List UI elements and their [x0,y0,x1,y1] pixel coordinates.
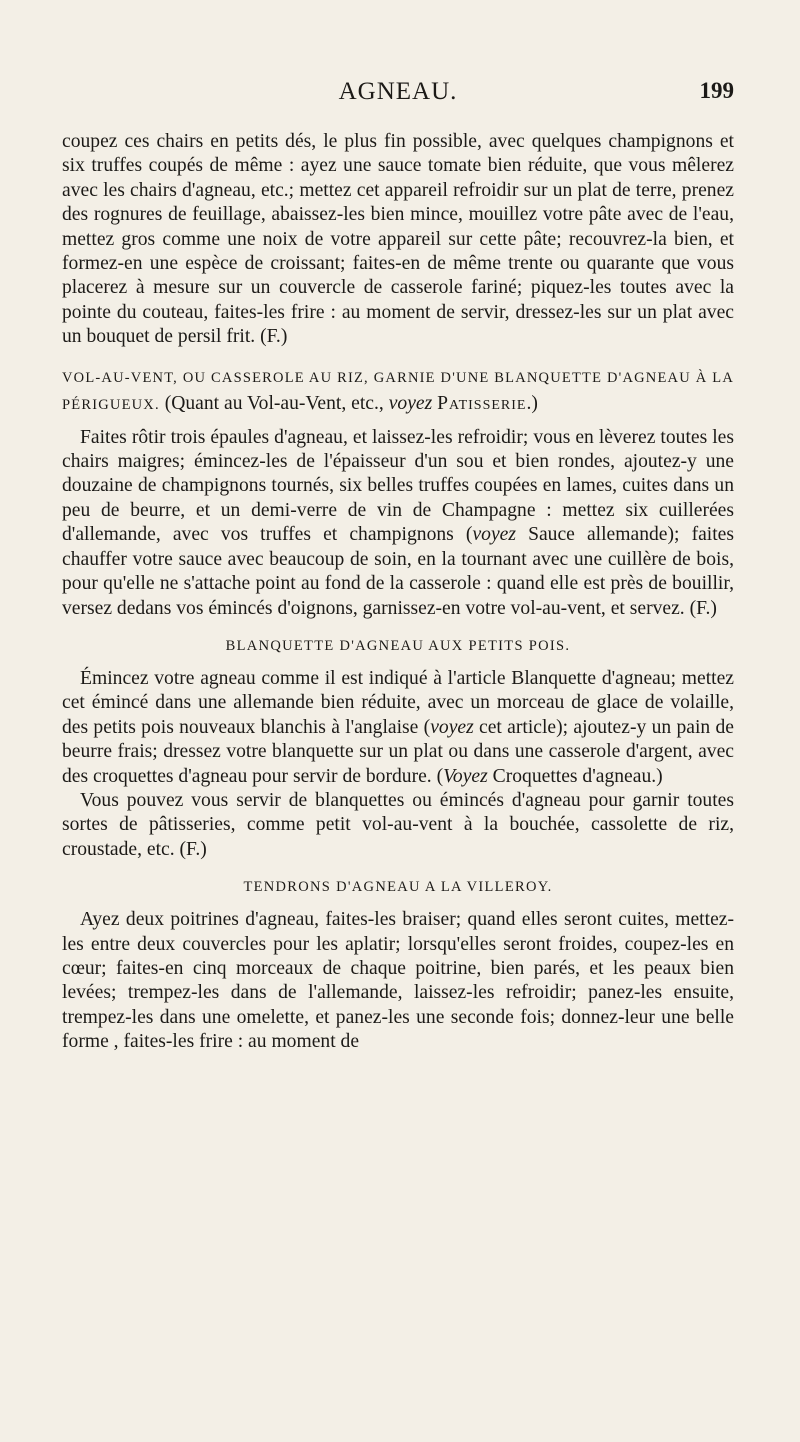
paragraph-blanquette [62,667,734,789]
paragraph-tendrons: Ayez deux poitrines d'agneau, faites-les braiser; quand elles seront cuites, mettez-les entre deux couvercles pour les aplatir; lorsqu'elles seront froides, coupez-les en cœur; faites-en cinq morceaux de chaque poitrine, bien parés, et les peaux bien levées; trempez-les dans de l'allemande, laissez-les refroidir; panez-les ensuite, trempez-les dans une omelette, et panez-les une seconde fois; donnez-leur une belle forme , faites-les frire : au moment de [62,909,734,1053]
paragraph-vol-au-vent-voyez: voyez [472,524,516,546]
heading-vol-au-vent-note-a: (Quant au Vol-au-Vent, etc., [159,392,389,414]
heading-tendrons: TENDRONS D'AGNEAU A LA VILLEROY. [243,879,553,896]
paragraph-croissants: coupez ces chairs en petits dés, le plus fin possible, avec quelques champignons et six truffes coupés de même : ayez une sauce tomate bien réduite, que vous mêlerez avec les chairs d'agneau, etc.; mettez cet appareil refroidir sur un plat de terre, prenez des rognures de feuillage, abaissez-les bien mince, mouillez votre pâte avec de l'eau, mettez gros comme une noix de votre appareil sur cette pâte; recouvrez-la bien, et formez-en une espèce de croissant; faites-en de même trente ou quarante que vous placerez à mesure sur un couvercle de casserole fariné; piquez-les toutes avec la pointe du couteau, faites-les frire : au moment de servir, dressez-les sur un plat avec un bouquet de persil frit. (F.) [62,131,734,348]
paragraph-blanquette-a: Émincez votre agneau comme il est indiqué à l'article Blanquette d'agneau; mettez cet émincé dans une allemande bien réduite, avec un morceau de glace de volaille, des petits pois nouveaux blanchis à l'anglaise ( [62,667,734,738]
paragraph-blanquette-b: cet article); ajoutez-y un pain de beurre frais; dressez votre blanquette sur un plat ou dans une casserole d'argent, avec des croquettes d'agneau pour servir de bordure. ( [62,716,734,787]
heading-blanquette: BLANQUETTE D'AGNEAU AUX PETITS POIS. [225,637,571,654]
paragraph-vol-au-vent-a: Faites rôtir trois épaules d'agneau, et laissez-les refroidir; vous en lèverez toutes les chairs maigres; émincez-les de l'épaisseur d'un sou et bien rondes, ajoutez-y une douzaine de champignons tournés, six belles truffes coupées en lames, cuites dans un peu de beurre, et un demi-verre de vin de Champagne : mettez six cuillerées d'allemande, avec vos truffes et champignons ( [62,426,734,546]
paragraph-blanquette-voyez: voyez [430,716,474,738]
body-text [62,130,734,1055]
heading-vol-au-vent [62,364,734,418]
heading-vol-au-vent-caps: VOL-AU-VENT, OU CASSEROLE AU RIZ, GARNIE D'UNE BLANQUETTE D'AGNEAU À LA PÉRIGUEUX. [62,369,734,413]
page-number: 199 [699,78,734,103]
running-head [62,78,734,108]
paragraph-blanquette-c: Croquettes d'agneau.) [487,765,663,787]
heading-vol-au-vent-note-b: .) [526,392,538,414]
running-title: AGNEAU. [338,78,458,105]
paragraph-blanquette-voyez-2: Voyez [443,765,488,787]
heading-vol-au-vent-patisserie: Patisserie [437,392,527,414]
paragraph-vol-au-vent [62,426,734,621]
paragraph-blanquette-usage: Vous pouvez vous servir de blanquettes ou émincés d'agneau pour garnir toutes sortes de pâtisseries, comme petit vol-au-vent à la bouchée, cassolette de riz, croustade, etc. (F.) [62,789,734,860]
paragraph-vol-au-vent-b: Sauce allemande); faites chauffer votre sauce avec beaucoup de soin, en la tournant avec une cuillère de bois, pour qu'elle ne s'attache point au fond de la casserole : quand elle est près de bouillir, versez dedans vos émincés d'oignons, garnissez-en votre vol-au-vent, et servez. (F.) [62,524,734,619]
heading-vol-au-vent-voyez: voyez [388,392,433,414]
